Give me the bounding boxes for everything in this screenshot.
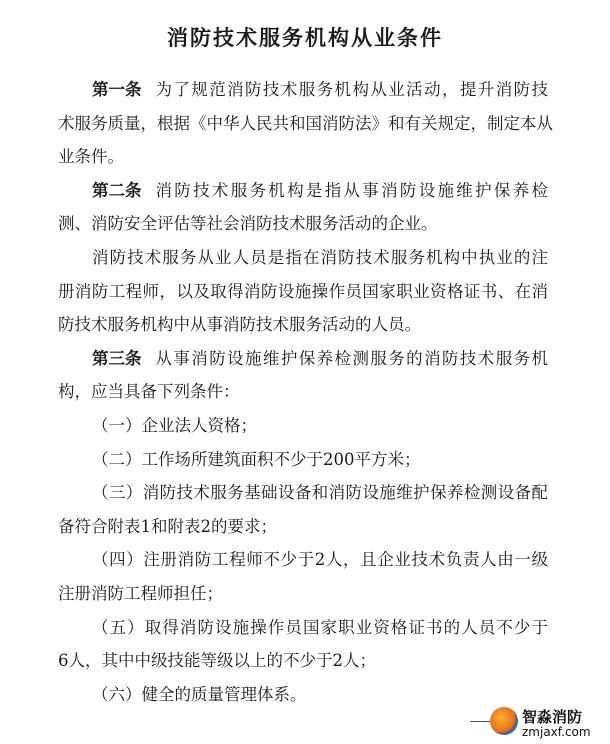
article-number: 第一条 (92, 80, 142, 99)
line-text: （一）企业法人资格； (92, 415, 257, 435)
line-text: （六）健全的质量管理体系。 (92, 684, 307, 704)
line-text: （二）工作场所建筑面积不少于200平方米； (92, 449, 421, 469)
line-text: 从事消防设施维护保养检测服务的消防技术服务机 (155, 348, 548, 368)
line-text: 注册消防工程师担任； (58, 583, 223, 603)
text-line (58, 375, 548, 409)
text-line (58, 308, 548, 342)
text-line (58, 207, 548, 241)
text-line (58, 543, 548, 577)
text-line (58, 241, 548, 275)
line-text: 备符合附表1和附表2的要求； (58, 516, 277, 536)
line-text: （三）消防技术服务基础设备和消防设施维护保养检测设备配 (92, 483, 548, 503)
watermark-url: zmjaxf.com (522, 725, 591, 739)
line-text: 防技术服务机构中从事消防技术服务活动的人员。 (58, 315, 421, 335)
document-body (58, 73, 553, 711)
text-line (58, 107, 553, 141)
text-line (58, 476, 548, 510)
logo-icon (490, 707, 518, 735)
line-text: 为了规范消防技术服务机构从业活动，提升消防技 (155, 80, 548, 99)
article-number: 第三条 (92, 348, 142, 368)
text-line (58, 140, 548, 174)
document-title: 消防技术服务机构从业条件 (167, 25, 443, 50)
article-number: 第二条 (92, 180, 142, 200)
text-line (58, 611, 548, 645)
watermark (470, 703, 610, 743)
text-line (58, 409, 548, 443)
line-text: 术服务质量，根据《中华人民共和国消防法》和有关规定，制定本从 (58, 113, 553, 133)
line-text: 业条件。 (58, 147, 124, 167)
line-text: 6人，其中中级技能等级以上的不少于2人； (58, 651, 376, 671)
line-text: （四）注册消防工程师不少于2人，且企业技术负责人由一级 (92, 550, 548, 570)
text-line (58, 174, 548, 208)
text-line (58, 275, 548, 309)
watermark-name: 智淼消防 (522, 708, 583, 726)
line-text: 册消防工程师，以及取得消防设施操作员国家职业资格证书、在消 (58, 281, 548, 301)
line-text: （五）取得消防设施操作员国家职业资格证书的人员不少于 (92, 617, 548, 637)
line-text: 消防技术服务机构是指从事消防设施维护保养检 (155, 180, 548, 200)
line-text: 测、消防安全评估等社会消防技术服务活动的企业。 (58, 214, 438, 234)
text-line (58, 73, 548, 107)
line-text: 构，应当具备下列条件： (58, 382, 240, 402)
line-text: 消防技术服务从业人员是指在消防技术服务机构中执业的注 (92, 247, 548, 267)
text-line (58, 577, 548, 611)
text-line (58, 510, 548, 544)
divider (470, 721, 490, 722)
text-line (58, 644, 548, 678)
text-line (58, 443, 548, 477)
text-line (58, 342, 548, 376)
